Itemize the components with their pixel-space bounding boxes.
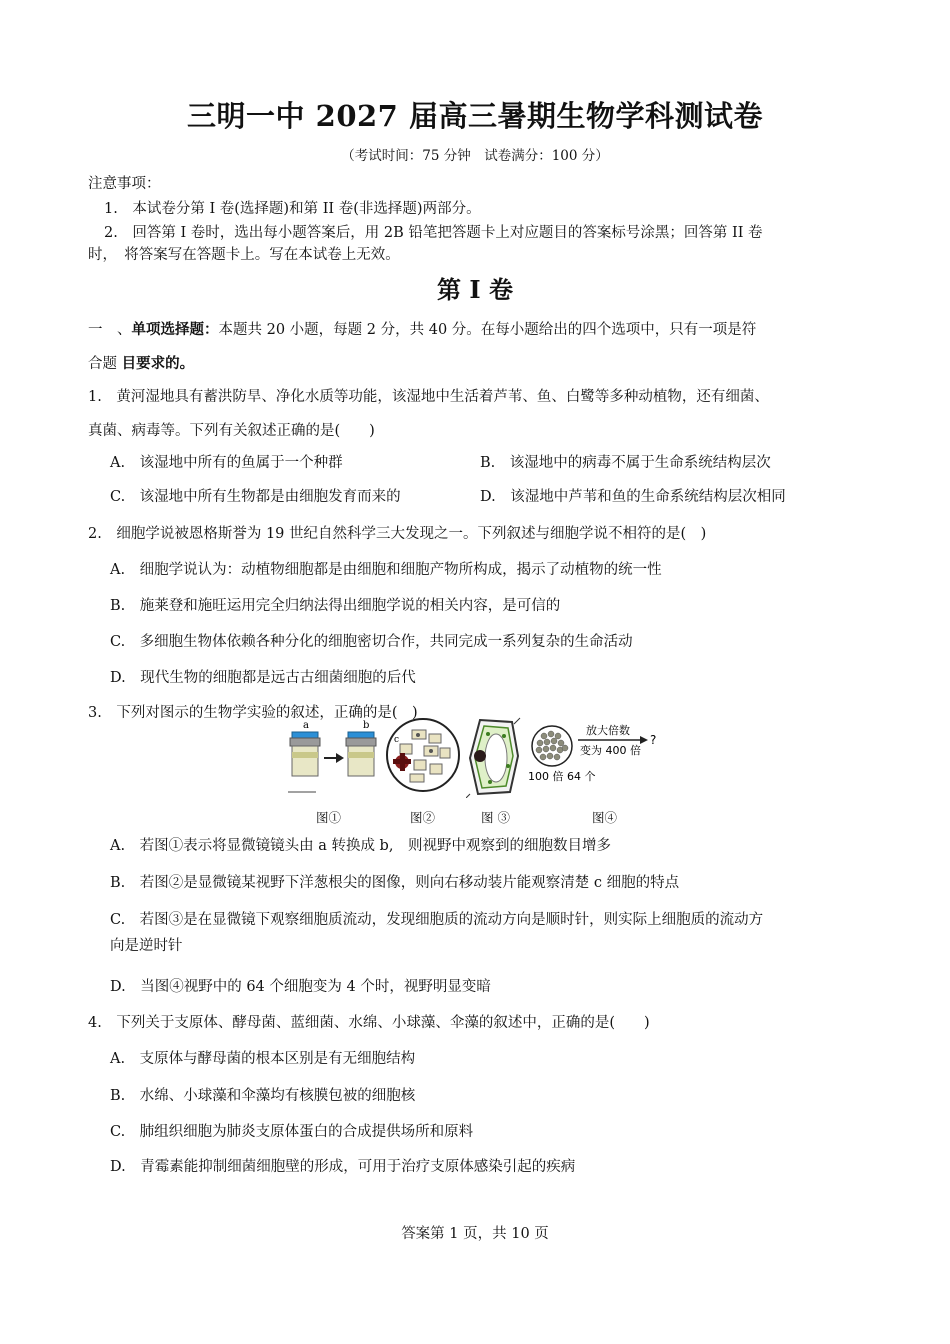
figure-4-magnification <box>528 720 668 790</box>
instructions-prefix: 一 、 <box>88 322 132 338</box>
notice-item-1: 1. 本试卷分第 I 卷(选择题)和第 II 卷(非选择题)两部分。 <box>104 201 481 217</box>
exam-info: （考试时间：75 分钟 试卷满分：100 分） <box>341 148 609 164</box>
instructions-body: 本题共 20 小题，每题 2 分，共 40 分。在每小题给出的四个选项中，只有一项是符 <box>218 322 757 338</box>
notice-item-2-cont: 时， 将答案写在答题卡上。写在本试卷上无效。 <box>88 247 400 263</box>
q1-option-b: B. 该湿地中的病毒不属于生命系统结构层次 <box>480 455 771 471</box>
q1-option-a: A. 该湿地中所有的鱼属于一个种群 <box>110 455 343 471</box>
q3-option-c-cont: 向是逆时针 <box>110 938 183 954</box>
caption-fig-3: 图 ③ <box>481 810 510 825</box>
instructions-line2-bold: 目要求的。 <box>121 355 195 372</box>
instructions-bold: 单项选择题： <box>131 321 219 338</box>
fig4-bottom-text: 100 倍 64 个 <box>528 770 596 783</box>
caption-fig-4: 图④ <box>592 810 618 825</box>
fig4-top-text: 放大倍数 <box>586 724 630 737</box>
page-footer: 答案第 1 页，共 10 页 <box>401 1226 549 1242</box>
q3-option-d: D. 当图④视野中的 64 个细胞变为 4 个时，视野明显变暗 <box>110 979 491 995</box>
lens-label-b: b <box>363 720 370 731</box>
q1-stem-1: 1. 黄河湿地具有蓄洪防旱、净化水质等功能，该湿地中生活着芦苇、鱼、白鹭等多种动植物，还有细菌、 <box>88 389 769 405</box>
instructions-line-2 <box>88 352 194 373</box>
q1-option-d: D. 该湿地中芦苇和鱼的生命系统结构层次相同 <box>480 489 786 505</box>
figure-2-root-tip-view <box>384 716 462 794</box>
q4-option-a: A. 支原体与酵母菌的根本区别是有无细胞结构 <box>110 1051 416 1067</box>
q4-option-b: B. 水绵、小球藻和伞藻均有核膜包被的细胞核 <box>110 1088 416 1104</box>
q4-option-d: D. 青霉素能抑制细菌细胞壁的形成，可用于治疗支原体感染引起的疾病 <box>110 1159 576 1175</box>
q4-stem: 4. 下列关于支原体、酵母菌、蓝细菌、水绵、小球藻、伞藻的叙述中，正确的是( ) <box>88 1015 650 1031</box>
page-title: 三明一中 2027 届高三暑期生物学科测试卷 <box>187 99 763 133</box>
fig4-mid-text: 变为 400 倍 <box>580 744 641 757</box>
q1-option-c: C. 该湿地中所有生物都是由细胞发育而来的 <box>110 489 401 505</box>
fig4-question-mark: ? <box>650 733 657 747</box>
caption-fig-2: 图② <box>410 810 436 825</box>
figure-3-plant-cell <box>466 716 522 798</box>
q4-option-c: C. 肺组织细胞为肺炎支原体蛋白的合成提供场所和原料 <box>110 1124 474 1140</box>
cell-label-c: c <box>394 735 400 745</box>
notice-label: 注意事项： <box>88 176 161 192</box>
figure-1-objective-lens <box>286 718 386 796</box>
instructions-line2-prefix: 合题 <box>88 356 117 372</box>
q2-option-d: D. 现代生物的细胞都是远古古细菌细胞的后代 <box>110 670 416 686</box>
section-title: 第 I 卷 <box>437 275 513 304</box>
q2-stem: 2. 细胞学说被恩格斯誉为 19 世纪自然科学三大发现之一。下列叙述与细胞学说不相符的是( ) <box>88 526 707 542</box>
q1-stem-2: 真菌、病毒等。下列有关叙述正确的是( ) <box>88 423 375 439</box>
instructions-line-1 <box>88 318 756 339</box>
caption-fig-1: 图① <box>316 810 342 825</box>
q2-option-b: B. 施莱登和施旺运用完全归纳法得出细胞学说的相关内容，是可信的 <box>110 598 561 614</box>
q2-option-c: C. 多细胞生物体依赖各种分化的细胞密切合作，共同完成一系列复杂的生命活动 <box>110 634 633 650</box>
notice-item-2: 2. 回答第 I 卷时，选出每小题答案后，用 2B 铅笔把答题卡上对应题目的答案标号涂黑；回答第 II 卷 <box>104 225 763 241</box>
q3-stem: 3. 下列对图示的生物学实验的叙述，正确的是( ) <box>88 705 418 721</box>
q2-option-a: A. 细胞学说认为：动植物细胞都是由细胞和细胞产物所构成，揭示了动植物的统一性 <box>110 562 662 578</box>
lens-label-a: a <box>303 720 309 731</box>
q3-option-b: B. 若图②是显微镜某视野下洋葱根尖的图像，则向右移动装片能观察清楚 c 细胞的特点 <box>110 875 680 891</box>
q3-option-a: A. 若图①表示将显微镜镜头由 a 转换成 b, 则视野中观察到的细胞数目增多 <box>110 838 611 854</box>
q3-option-c: C. 若图③是在显微镜下观察细胞质流动，发现细胞质的流动方向是顺时针，则实际上细胞质的流动方 <box>110 912 764 928</box>
